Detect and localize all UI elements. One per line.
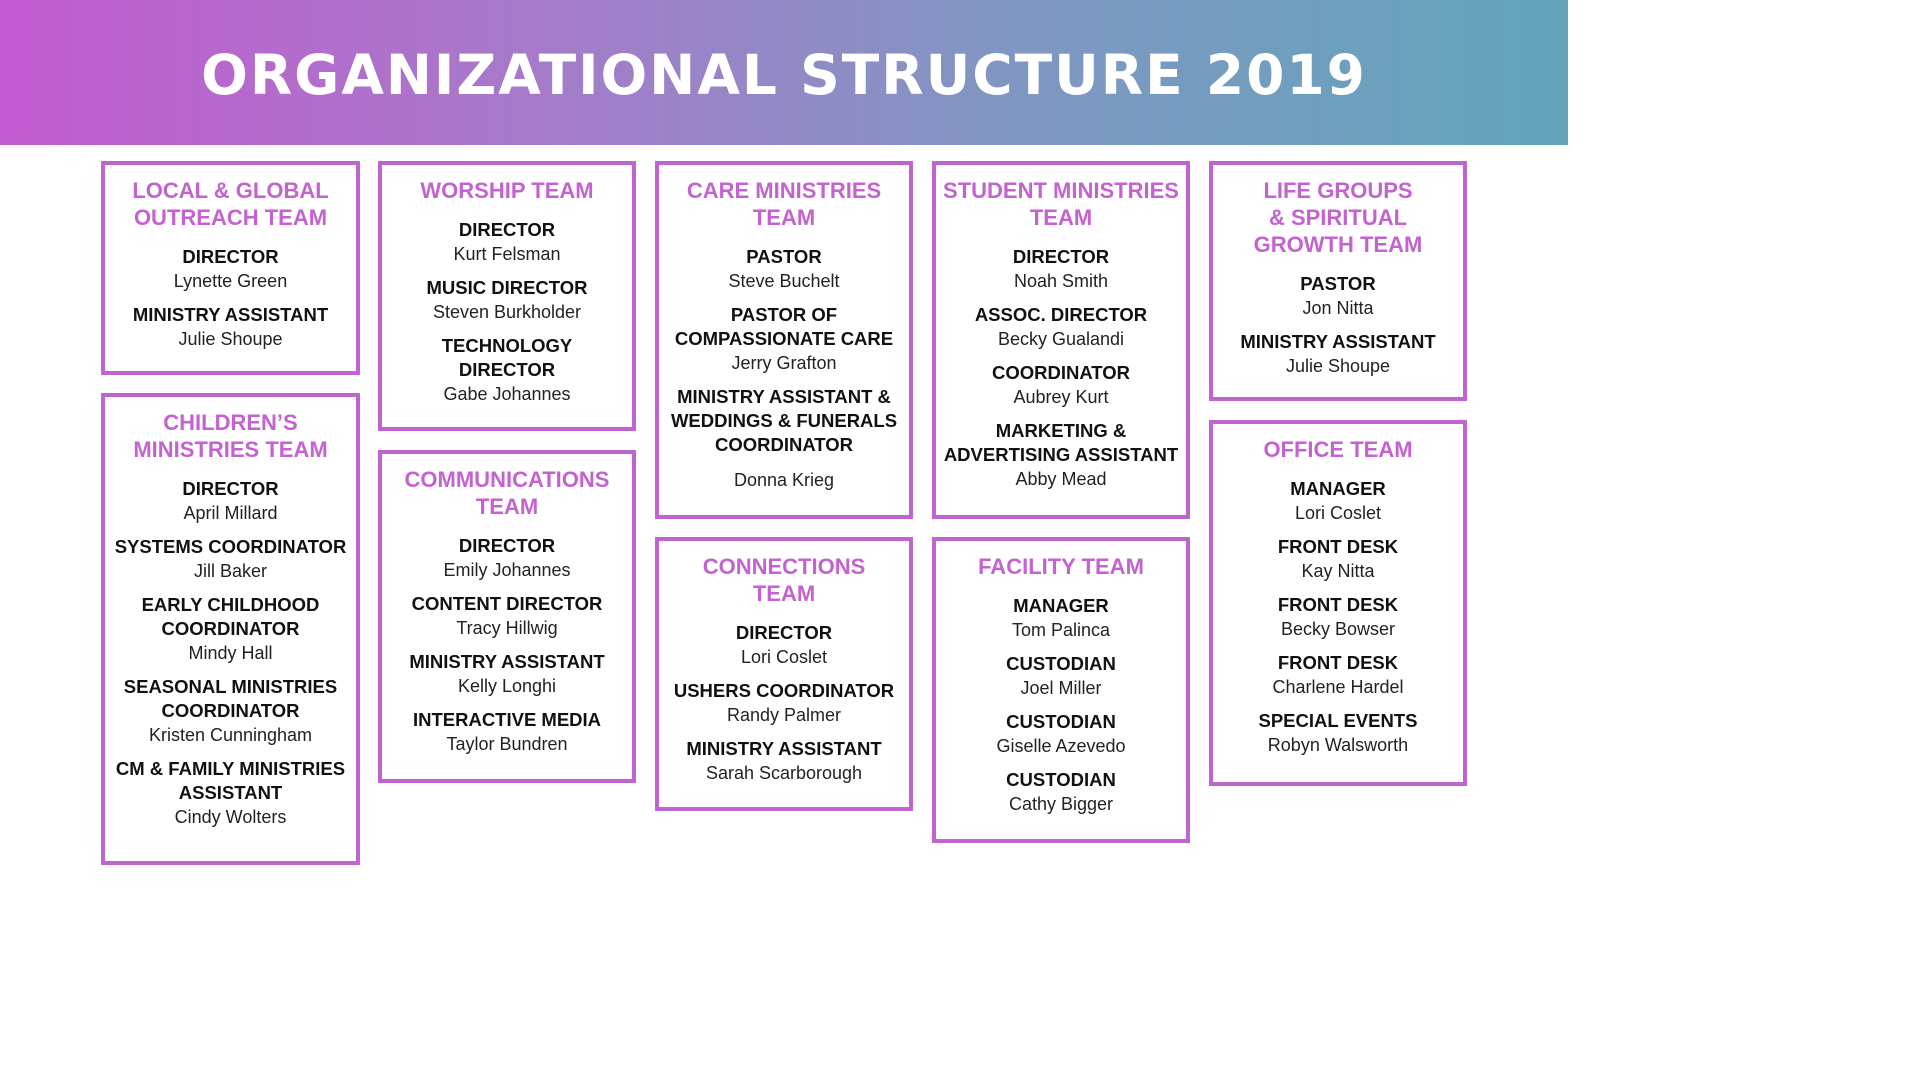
- team-role: [659, 385, 909, 492]
- team-role: [936, 710, 1186, 758]
- team-role: [105, 757, 356, 829]
- team-role: [1213, 651, 1463, 699]
- role-title: PASTOR OF COMPASSIONATE CARE: [674, 304, 894, 349]
- role-title: SYSTEMS COORDINATOR: [114, 536, 347, 557]
- team-role: [1213, 272, 1463, 320]
- role-name: Cathy Bigger: [1008, 794, 1114, 814]
- team-role: [936, 652, 1186, 700]
- role-title: MINISTRY ASSISTANT: [686, 738, 882, 759]
- team-card-worship: [378, 161, 636, 431]
- role-name: Kelly Longhi: [457, 676, 557, 696]
- role-name: Jerry Grafton: [731, 353, 837, 373]
- role-title: MINISTRY ASSISTANT & WEDDINGS & FUNERALS COORDINATOR: [670, 386, 898, 455]
- team-role: [105, 535, 356, 583]
- role-name: Becky Gualandi: [997, 329, 1125, 349]
- role-name: Tracy Hillwig: [456, 618, 558, 638]
- role-title: USHERS COORDINATOR: [673, 680, 895, 701]
- team-role: [936, 361, 1186, 409]
- role-name: Julie Shoupe: [178, 329, 283, 349]
- team-role: [659, 737, 909, 785]
- role-name: Jill Baker: [193, 561, 268, 581]
- role-title: SEASONAL MINISTRIES COORDINATOR: [123, 676, 338, 721]
- role-title: FRONT DESK: [1277, 594, 1399, 615]
- role-title: DIRECTOR: [182, 246, 279, 267]
- team-role: [105, 593, 356, 665]
- team-title: CARE MINISTRIES TEAM: [686, 178, 882, 230]
- role-name: Jon Nitta: [1302, 298, 1374, 318]
- role-title: SPECIAL EVENTS: [1258, 710, 1418, 731]
- role-title: COORDINATOR: [991, 362, 1131, 383]
- team-role: [382, 708, 632, 756]
- team-role: [936, 594, 1186, 642]
- team-role: [1213, 477, 1463, 525]
- role-name: Becky Bowser: [1280, 619, 1396, 639]
- role-name: Joel Miller: [1020, 678, 1102, 698]
- role-name: Tom Palinca: [1011, 620, 1111, 640]
- team-role: [659, 245, 909, 293]
- role-name: Kay Nitta: [1301, 561, 1375, 581]
- role-name: Robyn Walsworth: [1267, 735, 1409, 755]
- team-role: [105, 675, 356, 747]
- role-title: CM & FAMILY MINISTRIES ASSISTANT: [115, 758, 346, 803]
- team-title: CHILDREN’S MINISTRIES TEAM: [133, 410, 328, 462]
- team-role: [1213, 535, 1463, 583]
- role-title: CUSTODIAN: [1006, 769, 1116, 790]
- role-name: Julie Shoupe: [1285, 356, 1391, 376]
- team-title: WORSHIP TEAM: [420, 178, 594, 203]
- role-title: CUSTODIAN: [1006, 711, 1116, 732]
- team-title: LOCAL & GLOBAL OUTREACH TEAM: [132, 178, 329, 230]
- role-title: ASSOC. DIRECTOR: [974, 304, 1148, 325]
- team-card-lifegroups: [1209, 161, 1467, 401]
- team-title: STUDENT MINISTRIES TEAM: [943, 178, 1179, 230]
- role-title: MINISTRY ASSISTANT: [409, 651, 605, 672]
- team-role: [382, 276, 632, 324]
- role-title: MINISTRY ASSISTANT: [132, 304, 329, 325]
- team-title: FACILITY TEAM: [978, 554, 1144, 579]
- role-name: April Millard: [183, 503, 278, 523]
- role-name: Steven Burkholder: [432, 302, 582, 322]
- role-name: Kurt Felsman: [453, 244, 561, 264]
- team-role: [382, 592, 632, 640]
- team-role: [936, 768, 1186, 816]
- role-name: Donna Krieg: [733, 470, 835, 490]
- role-name: Aubrey Kurt: [1013, 387, 1109, 407]
- role-name: Abby Mead: [1015, 469, 1107, 489]
- team-card-outreach: [101, 161, 360, 375]
- team-card-office: [1209, 420, 1467, 786]
- role-title: MUSIC DIRECTOR: [426, 277, 588, 298]
- header-banner: [0, 0, 1568, 145]
- role-title: MINISTRY ASSISTANT: [1240, 331, 1436, 352]
- role-title: FRONT DESK: [1277, 652, 1399, 673]
- team-role: [659, 303, 909, 375]
- role-title: DIRECTOR: [458, 219, 556, 240]
- page-title: ORGANIZATIONAL STRUCTURE 2019: [201, 42, 1367, 107]
- role-title: EARLY CHILDHOOD COORDINATOR: [141, 594, 320, 639]
- team-role: [105, 245, 356, 293]
- team-title: LIFE GROUPS & SPIRITUAL GROWTH TEAM: [1253, 178, 1423, 257]
- role-title: PASTOR: [746, 246, 822, 267]
- team-role: [105, 477, 356, 525]
- role-name: Cindy Wolters: [174, 807, 287, 827]
- team-role: [659, 679, 909, 727]
- role-title: CUSTODIAN: [1006, 653, 1116, 674]
- role-title: INTERACTIVE MEDIA: [412, 709, 602, 730]
- team-card-communications: [378, 450, 636, 783]
- role-name: Gabe Johannes: [443, 384, 571, 404]
- role-name: Lori Coslet: [1294, 503, 1382, 523]
- role-name: Randy Palmer: [726, 705, 842, 725]
- team-role: [382, 334, 632, 406]
- team-role: [1213, 593, 1463, 641]
- role-title: DIRECTOR: [1012, 246, 1110, 267]
- team-card-student: [932, 161, 1190, 519]
- team-title: OFFICE TEAM: [1263, 437, 1413, 462]
- role-title: FRONT DESK: [1277, 536, 1399, 557]
- role-title: DIRECTOR: [182, 478, 279, 499]
- role-title: DIRECTOR: [735, 622, 833, 643]
- team-role: [1213, 709, 1463, 757]
- team-role: [936, 419, 1186, 491]
- role-name: Kristen Cunningham: [148, 725, 313, 745]
- team-role: [105, 303, 356, 351]
- role-title: MANAGER: [1290, 478, 1386, 499]
- role-name: Emily Johannes: [443, 560, 571, 580]
- role-name: Taylor Bundren: [446, 734, 568, 754]
- role-name: Lynette Green: [173, 271, 288, 291]
- role-title: CONTENT DIRECTOR: [411, 593, 603, 614]
- team-role: [382, 534, 632, 582]
- team-role: [936, 245, 1186, 293]
- team-card-facility: [932, 537, 1190, 843]
- role-title: TECHNOLOGY DIRECTOR: [441, 335, 573, 380]
- team-role: [936, 303, 1186, 351]
- team-role: [382, 650, 632, 698]
- team-role: [382, 218, 632, 266]
- team-role: [659, 621, 909, 669]
- role-name: Mindy Hall: [188, 643, 273, 663]
- team-card-children: [101, 393, 360, 865]
- role-title: MARKETING & ADVERTISING ASSISTANT: [943, 420, 1179, 465]
- role-name: Giselle Azevedo: [996, 736, 1126, 756]
- role-title: DIRECTOR: [458, 535, 556, 556]
- role-title: PASTOR: [1300, 273, 1376, 294]
- team-card-care: [655, 161, 913, 519]
- team-role: [1213, 330, 1463, 378]
- team-card-connections: [655, 537, 913, 811]
- role-name: Charlene Hardel: [1272, 677, 1404, 697]
- role-name: Sarah Scarborough: [705, 763, 863, 783]
- role-name: Lori Coslet: [740, 647, 828, 667]
- role-name: Steve Buchelt: [728, 271, 840, 291]
- team-title: COMMUNICATIONS TEAM: [404, 467, 610, 519]
- role-name: Noah Smith: [1013, 271, 1109, 291]
- role-title: MANAGER: [1013, 595, 1109, 616]
- team-title: CONNECTIONS TEAM: [702, 554, 866, 606]
